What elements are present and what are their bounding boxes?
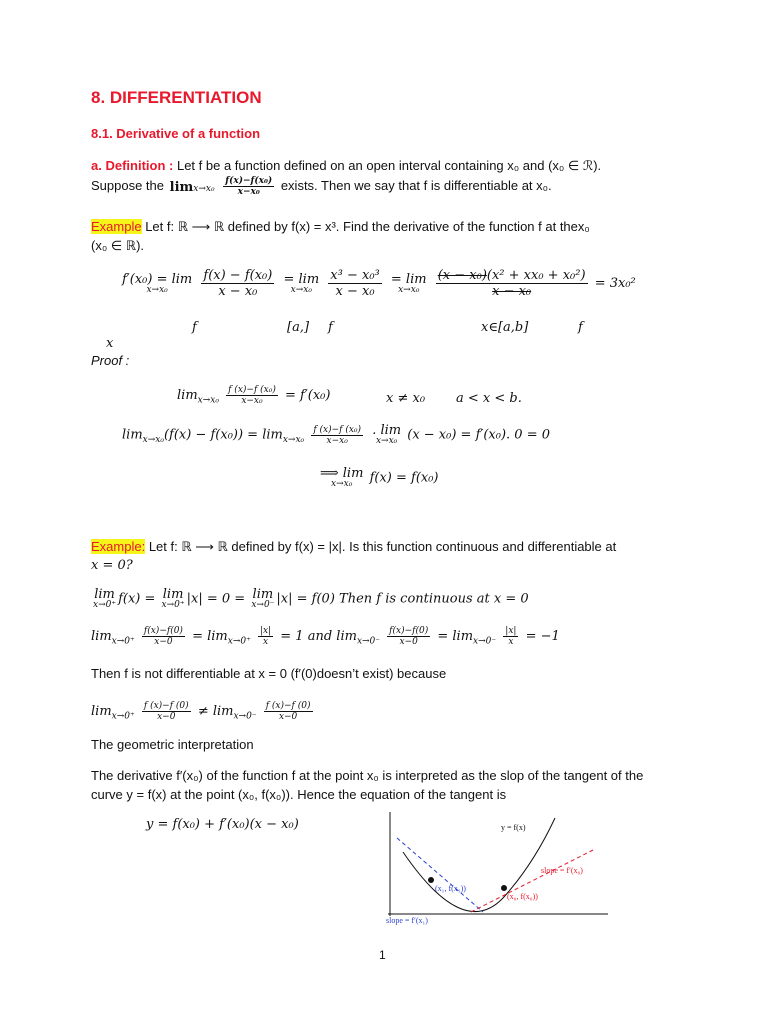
eq-lim-1 (122, 273, 192, 295)
definition-label: a. Definition : (91, 158, 174, 173)
proof-label: Proof : (91, 353, 130, 368)
eq-frac-2 (328, 268, 381, 299)
example1-label: Example (91, 219, 142, 234)
ne-lim1-sub: x→0⁺ (111, 711, 135, 722)
example2-line-2: x = 0? (91, 558, 133, 573)
example1-line-2: (x₀ ∈ ℝ). (91, 238, 145, 253)
proof-lim-sub: x→x₀ (197, 395, 219, 406)
lim-sub: x→x₀ (193, 183, 215, 194)
proof2-b-sub: x→x₀ (282, 435, 305, 446)
definition-line-1 (91, 158, 601, 174)
eq-f3-num-rest: (x² + xx₀ + x₀²) (486, 268, 586, 283)
figure-point-x0 (501, 885, 507, 891)
proof-frac-num: f (x)−f (x₀) (228, 385, 276, 395)
d-eq2: = lim (437, 629, 474, 644)
proof-frac-den: x−x₀ (241, 396, 263, 406)
subsection-title: 8.1. Derivative of a function (91, 126, 261, 141)
eq-f1-den: x − x₀ (218, 284, 258, 299)
d-f2-num: |x| (260, 626, 272, 636)
ne-f1-num: f (x)−f (0) (143, 701, 189, 711)
ne-f2-num: f (x)−f (0) (265, 701, 311, 711)
definition-text-2-post: exists. Then we say that f is differentiable at x₀. (280, 177, 552, 193)
ne-frac-2 (264, 701, 313, 722)
cont-lim-1 (93, 588, 116, 610)
tangent-equation: y = f(x₀) + f′(x₀)(x − x₀) (146, 817, 299, 832)
d-eq1: = lim (192, 629, 228, 644)
cont-lim3-word: lim (252, 587, 274, 602)
figure-curve-label: y = f(x) (501, 823, 526, 832)
cont-a: f(x) = (118, 591, 156, 607)
definition-text-2-pre: Suppose the (91, 177, 168, 193)
eq-lim-sub-2: x→x₀ (290, 284, 312, 295)
frag-interval: [a,] (287, 320, 310, 335)
cont-lim2-word: lim (162, 587, 184, 602)
frac-den: x−x₀ (237, 187, 260, 197)
proof-cond-1: x ≠ x₀ (386, 391, 426, 406)
cont-lim1-sub: x→0⁺ (93, 600, 117, 610)
proof2-lim-c (372, 424, 401, 446)
eq-frac-1 (201, 268, 274, 299)
d-lim2-sub: x→0⁺ (227, 636, 251, 647)
frag-f3: f (578, 320, 583, 335)
definition-text-1: Let f be a function defined on an open interval containing x₀ and (x₀ ∈ ℛ). (176, 158, 602, 173)
example1-line-1 (91, 219, 590, 235)
definition-fraction (223, 176, 274, 197)
eq-f2-den: x − x₀ (335, 284, 375, 299)
proof2-lim-a: lim (122, 427, 143, 443)
frac-num: f(x)−f(x₀) (225, 176, 273, 186)
frag-f2: f (328, 320, 333, 335)
d-f1-den: x−0 (154, 637, 173, 647)
proof2-c: . lim (372, 423, 402, 438)
ne-lim2-sub: x→0⁻ (233, 711, 257, 722)
example2-label: Example: (91, 539, 146, 554)
example1-equation (120, 268, 636, 299)
frag-x-in: x∈[a,b] (481, 320, 529, 335)
d-frac-2 (258, 626, 273, 647)
figure-slope1-label: slope = f′(x₁) (386, 916, 428, 925)
frag-f1: f (192, 320, 197, 335)
proof2-num: f (x)−f (x₀) (313, 424, 362, 435)
eq-f3-den: x − x₀ (492, 284, 532, 299)
frag-x: x (106, 336, 114, 351)
d-frac-4 (503, 626, 518, 647)
continuity-line (91, 588, 529, 610)
derivative-limits-line (91, 626, 560, 647)
eq-f1-num: f(x) − f(x₀) (203, 268, 273, 283)
figure-tangent-x1 (397, 838, 483, 912)
proof2-d: (x − x₀) = f′(x₀). 0 = 0 (407, 427, 550, 443)
eq-f2-num: x³ − x₀³ (330, 268, 380, 283)
figure-slope0-label: slope = f′(x₀) (541, 866, 583, 875)
d-lim4-sub: x→0⁻ (473, 636, 497, 647)
proof-lim: lim (177, 388, 198, 403)
eq-lhs: f′(x₀) = lim (122, 271, 193, 287)
d-end: = −1 (525, 629, 560, 644)
proof2-lim-a-sub: x→x₀ (142, 435, 164, 446)
not-differentiable-text: Then f is not differentiable at x = 0 (f′(0)doesn’t exist) because (91, 666, 447, 681)
ne-lim1: lim (91, 704, 112, 719)
cont-lim1-word: lim (94, 587, 115, 602)
proof-frac-1 (226, 385, 278, 406)
d-f3-num: f(x)−f(0) (389, 626, 429, 636)
d-f4-den: x (508, 637, 514, 647)
proof-frac-2 (311, 425, 363, 446)
definition-lim (170, 180, 215, 194)
cont-lim-3 (251, 588, 274, 610)
ne-f2-den: x−0 (278, 712, 298, 722)
proof-cond-2: a < x < b. (456, 391, 522, 406)
d-frac-1 (142, 626, 185, 647)
proof3-lim (320, 467, 363, 489)
section-title: 8. DIFFERENTIATION (91, 88, 262, 107)
example2-line-1 (91, 539, 616, 555)
proof3-sub: x→x₀ (331, 479, 353, 489)
proof2-den: x−x₀ (326, 435, 348, 446)
proof2-b: (f(x) − f(x₀)) = lim (163, 427, 283, 443)
d-lim3-sub: x→0⁻ (356, 636, 381, 647)
eq-result: = 3x₀² (594, 276, 636, 291)
cont-lim-2 (162, 588, 185, 610)
cont-lim3-sub: x→0⁻ (251, 600, 275, 610)
d-f1-num: f(x)−f(0) (143, 626, 183, 636)
eq-lim-sub: x→x₀ (146, 284, 168, 295)
figure-point1-label: (x₁, f(x₁)) (435, 884, 466, 893)
example1-text-1: Let f: ℝ ⟶ ℝ defined by f(x) = x³. Find the derivative of the function f at thex₀ (145, 219, 590, 234)
ne-frac-1 (142, 701, 191, 722)
example2-text-1: Let f: ℝ ⟶ ℝ defined by f(x) = |x|. Is this function continuous and differentiable at (148, 539, 617, 554)
figure-point0-label: (x₀, f(x₀)) (507, 892, 538, 901)
d-lim1: lim (91, 629, 112, 644)
cont-b: |x| = 0 = (186, 591, 246, 607)
d-f2-den: x (263, 637, 269, 647)
cont-c: |x| = f(0) Then f is continuous at x = 0 (276, 591, 529, 607)
proof-line-1 (177, 385, 330, 406)
proof3-rest: f(x) = f(x₀) (369, 470, 439, 486)
geometric-para-1: The derivative f′(x₀) of the function f at the point x₀ is interpreted as the slop of the tangent of the (91, 768, 644, 783)
figure-point-x1 (428, 877, 434, 883)
ne-sym: ≠ lim (197, 704, 234, 719)
d-f3-den: x−0 (399, 637, 418, 647)
definition-line-2 (91, 176, 552, 197)
tangent-figure (383, 810, 613, 925)
d-frac-3 (387, 626, 430, 647)
page-number: 1 (379, 948, 386, 962)
d-f4-num: |x| (505, 626, 517, 636)
geometric-heading: The geometric interpretation (91, 737, 254, 752)
proof3-arrow: ⟹ lim (320, 466, 364, 481)
eq-f3-num-struck: (x − x₀) (437, 268, 487, 283)
eq-frac-3 (436, 268, 588, 299)
ne-f1-den: x−0 (157, 712, 176, 722)
eq-lim-sub-3: x→x₀ (398, 284, 420, 295)
eq-lim-3: = lim x→x₀ (390, 271, 427, 295)
proof-line-3 (318, 467, 439, 489)
lim-word: lim (169, 179, 194, 195)
d-lim1-sub: x→0⁺ (111, 636, 135, 647)
proof2-c-sub: x→x₀ (375, 436, 398, 446)
geometric-para-2: curve y = f(x) at the point (x₀, f(x₀)). Hence the equation of the tangent is (91, 787, 507, 802)
cont-lim2-sub: x→0⁺ (161, 600, 185, 610)
d-mid: = 1 and lim (280, 629, 357, 644)
eq-lim-2: = lim x→x₀ (283, 271, 320, 295)
proof-rhs: = f′(x₀) (284, 388, 331, 403)
not-equal-line (91, 701, 316, 722)
proof-line-2 (122, 424, 550, 446)
